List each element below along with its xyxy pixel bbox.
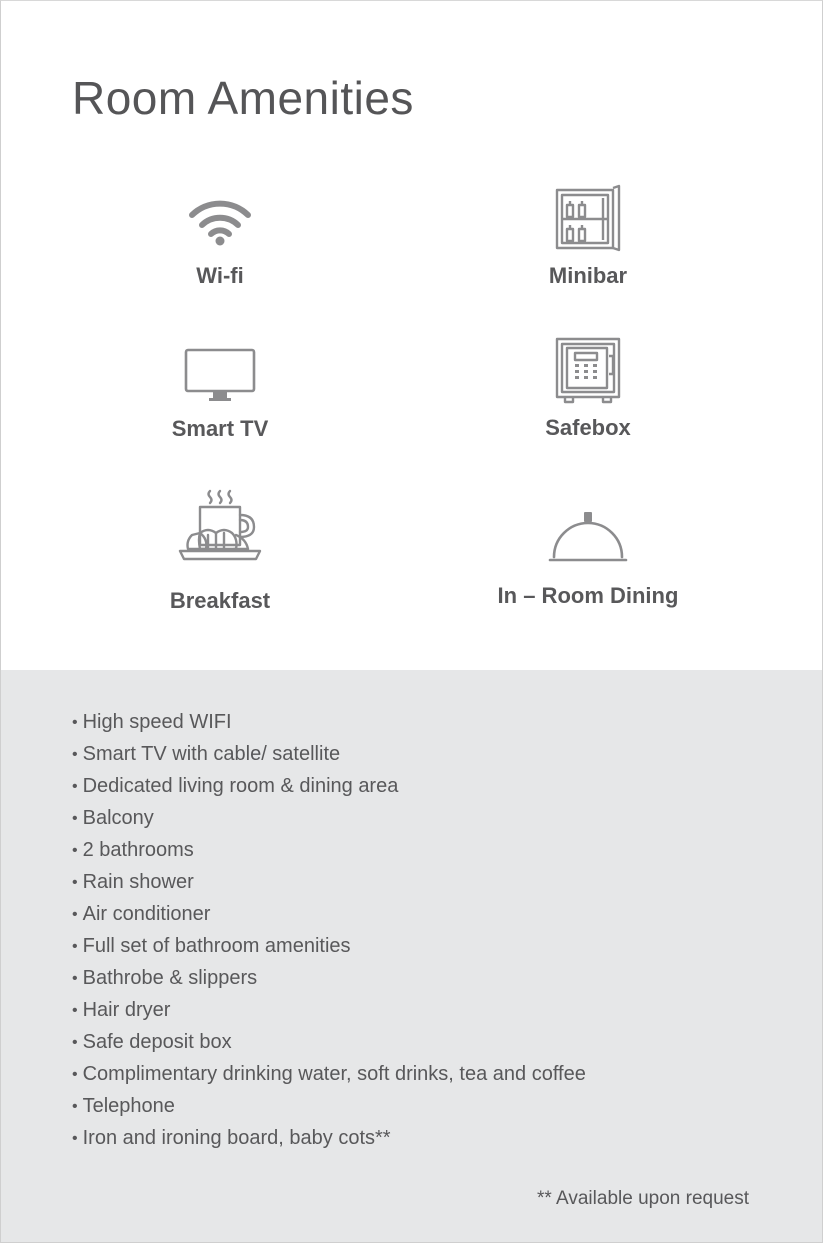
breakfast-icon [178,487,262,569]
amenity-smart-tv [90,347,350,442]
features-list [72,707,586,1155]
list-item: • Full set of bathroom amenities [72,931,586,963]
list-item: • Iron and ironing board, baby cots** [72,1123,586,1155]
amenity-wifi [90,197,350,289]
minibar-icon [553,184,623,254]
amenity-label-safebox: Safebox [545,415,631,440]
list-item: • Dedicated living room & dining area [72,771,586,803]
list-item: • Telephone [72,1091,586,1123]
amenity-safebox [458,336,718,441]
amenity-label-breakfast: Breakfast [169,588,271,613]
list-item: • Bathrobe & slippers [72,963,586,995]
list-item: • Complimentary drinking water, soft drinks, tea and coffee [72,1059,586,1091]
footnote: ** Available upon request [537,1188,749,1209]
list-item: • High speed WIFI [72,707,586,739]
amenity-label-wifi: Wi-fi [196,263,244,288]
amenity-in-room-dining [458,509,718,609]
amenity-label-smart-tv: Smart TV [171,416,269,441]
amenity-minibar [458,184,718,289]
wifi-icon [187,197,253,249]
list-item: • Balcony [72,803,586,835]
cloche-icon [548,509,628,567]
safe-icon [553,336,623,406]
list-item: • Smart TV with cable/ satellite [72,739,586,771]
list-item: • Rain shower [72,867,586,899]
list-item: • Safe deposit box [72,1027,586,1059]
amenity-breakfast [90,487,350,614]
features-panel [1,670,822,1243]
amenity-label-in-room-dining: In – Room Dining [497,583,679,608]
list-item: • Hair dryer [72,995,586,1027]
list-item: • 2 bathrooms [72,835,586,867]
page-title: Room Amenities [72,72,414,124]
tv-icon [183,347,257,403]
list-item: • Air conditioner [72,899,586,931]
amenity-label-minibar: Minibar [548,263,628,288]
